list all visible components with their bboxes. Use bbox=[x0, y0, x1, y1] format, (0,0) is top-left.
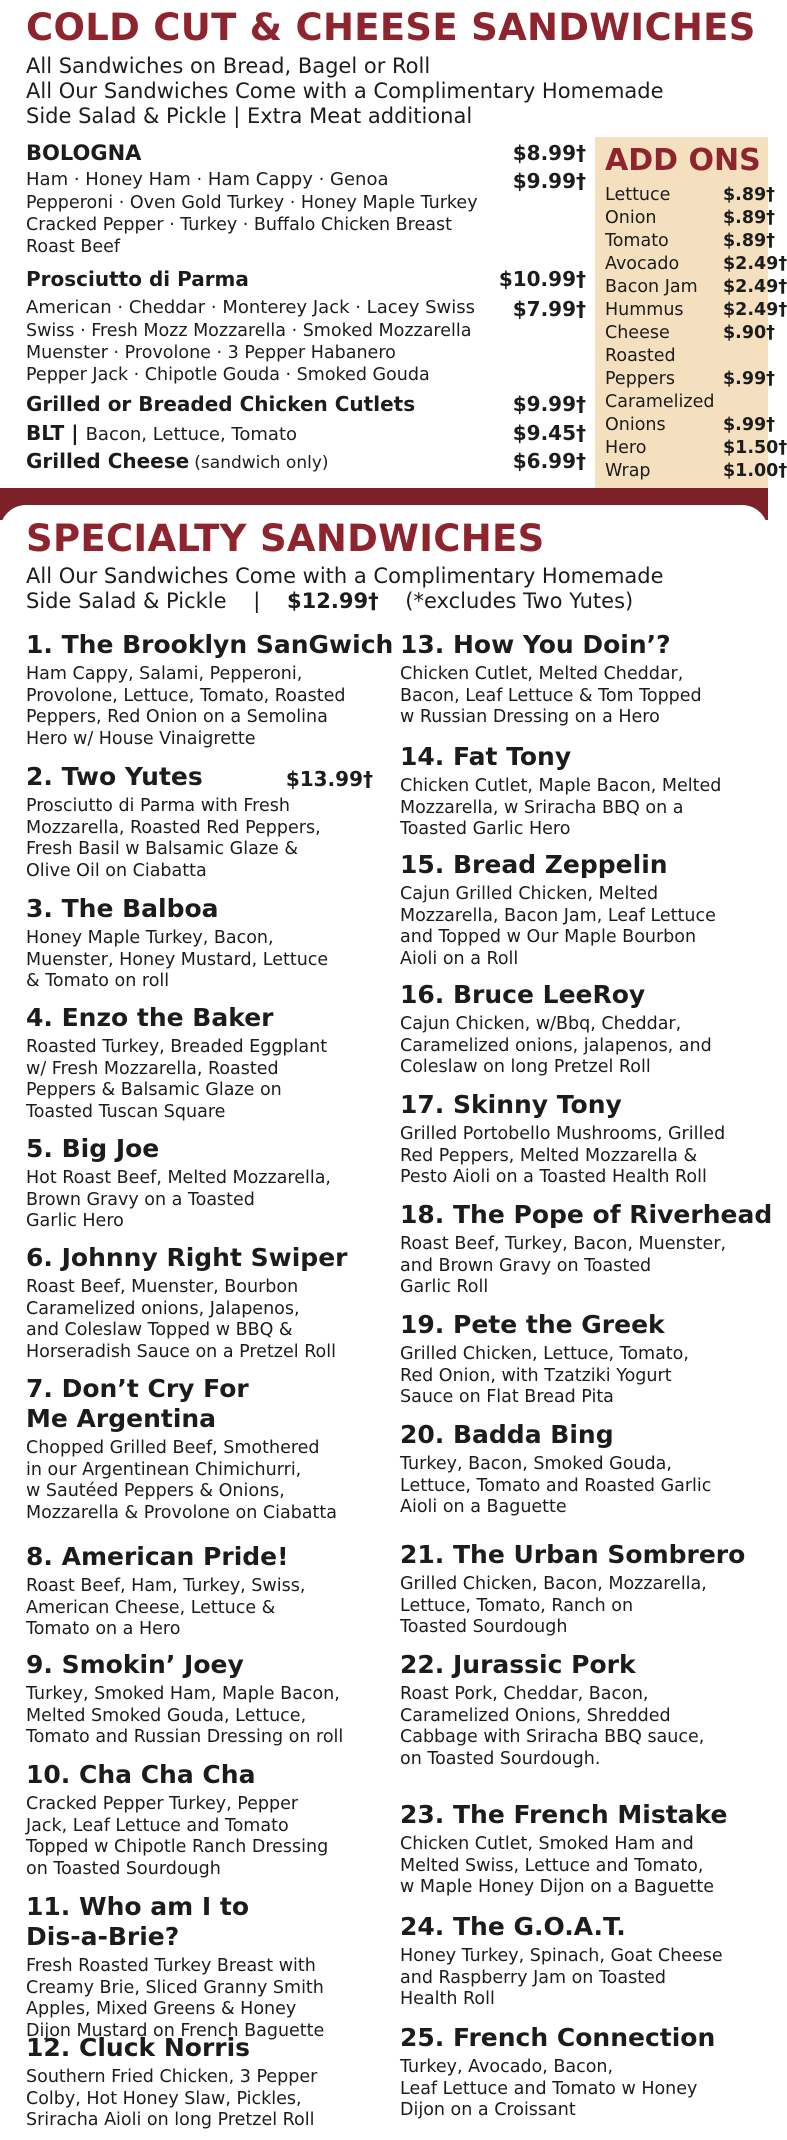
sandwich-name: 15. Bread Zeppelin bbox=[400, 850, 668, 879]
sandwich-item bbox=[26, 1003, 381, 1123]
description-line: Toasted Sourdough bbox=[400, 1617, 568, 1637]
description-line: Prosciutto di Parma with Fresh bbox=[26, 796, 290, 816]
sandwich-name: 19. Pete the Greek bbox=[400, 1310, 665, 1339]
cold-cut-intro bbox=[26, 54, 664, 129]
sandwich-name: 14. Fat Tony bbox=[400, 742, 572, 771]
sandwich-item bbox=[400, 1090, 755, 1189]
sandwich-title bbox=[26, 630, 394, 660]
specialty-section bbox=[0, 505, 773, 2140]
add-ons-title: ADD ONS bbox=[605, 143, 761, 178]
description-line: w Maple Honey Dijon on a Baguette bbox=[400, 1877, 715, 1897]
addon-name: Roasted bbox=[605, 346, 676, 366]
add-ons-panel bbox=[595, 137, 787, 488]
specialty-intro bbox=[26, 564, 664, 614]
sandwich-title-line2: Dis-a-Brie? bbox=[26, 1922, 180, 1951]
description-line: Melted Smoked Gouda, Lettuce, bbox=[26, 1705, 307, 1726]
sandwich-title bbox=[400, 1310, 755, 1340]
item-price: $6.99† bbox=[512, 449, 586, 473]
description-line: Jack, Leaf Lettuce and Tomato bbox=[26, 1815, 289, 1836]
sandwich-name: 6. Johnny Right Swiper bbox=[26, 1243, 348, 1272]
item-name: Grilled Cheese bbox=[26, 449, 190, 473]
sandwich-title bbox=[400, 1420, 755, 1450]
description-line: Cajun Chicken, w/Bbq, Cheddar, bbox=[400, 1014, 682, 1034]
sandwich-name: 4. Enzo the Baker bbox=[26, 1003, 274, 1032]
description-line: Honey Maple Turkey, Bacon, bbox=[26, 928, 274, 948]
item-name: American · Cheddar · Monterey Jack · Lacey Swiss bbox=[26, 297, 475, 318]
addon-name: Lettuce bbox=[605, 185, 671, 205]
sandwich-name: 8. American Pride! bbox=[26, 1542, 289, 1571]
description-line: Turkey, Avocado, Bacon, bbox=[400, 2057, 614, 2077]
sandwich-item bbox=[400, 2023, 755, 2122]
description-line: Melted Swiss, Lettuce and Tomato, bbox=[400, 1855, 704, 1876]
sandwich-description bbox=[26, 796, 381, 882]
sandwich-item bbox=[400, 1200, 773, 1299]
description-line: Roast Pork, Cheddar, Bacon, bbox=[400, 1684, 649, 1704]
description-line: Hot Roast Beef, Melted Mozzarella, bbox=[26, 1168, 331, 1188]
sandwich-item bbox=[26, 1760, 381, 1880]
addon-price: $.89† bbox=[723, 231, 775, 251]
intro-line bbox=[26, 589, 664, 614]
description-line: Muenster, Honey Mustard, Lettuce bbox=[26, 949, 329, 970]
sandwich-item bbox=[26, 1134, 381, 1233]
sandwich-item bbox=[26, 630, 394, 750]
item-price: $9.99† bbox=[512, 392, 586, 416]
description-line: Garlic Roll bbox=[400, 1277, 489, 1297]
description-line: w/ Fresh Mozzarella, Roasted bbox=[26, 1058, 279, 1079]
description-line: Cracked Pepper Turkey, Pepper bbox=[26, 1794, 299, 1814]
sandwich-description bbox=[400, 776, 755, 841]
addon-price: $2.49† bbox=[723, 277, 787, 297]
description-line: Grilled Chicken, Bacon, Mozzarella, bbox=[400, 1574, 707, 1594]
sandwich-title bbox=[400, 630, 755, 660]
item-name: Grilled or Breaded Chicken Cutlets bbox=[26, 392, 416, 416]
description-line: Cabbage with Sriracha BBQ sauce, bbox=[400, 1727, 705, 1747]
sandwich-description bbox=[400, 1234, 755, 1299]
description-line: Aioli on a Roll bbox=[400, 948, 519, 969]
description-line: Mozzarella, Bacon Jam, Leaf Lettuce bbox=[400, 905, 716, 926]
sandwich-description bbox=[400, 1124, 755, 1189]
item-price: $9.99† bbox=[512, 169, 586, 193]
addon-item bbox=[605, 231, 775, 251]
sandwich-name: 9. Smokin’ Joey bbox=[26, 1650, 244, 1679]
sandwich-name: 25. French Connection bbox=[400, 2023, 716, 2052]
description-line: and Coleslaw Topped w BBQ & bbox=[26, 1320, 293, 1340]
sandwich-name: 5. Big Joe bbox=[26, 1134, 160, 1163]
description-line: Coleslaw on long Pretzel Roll bbox=[400, 1057, 651, 1077]
sandwich-description bbox=[26, 1438, 381, 1524]
intro-text: Side Salad & Pickle | bbox=[26, 589, 288, 613]
description-line: Ham Cappy, Salami, Pepperoni, bbox=[26, 664, 303, 684]
description-line: Southern Fried Chicken, 3 Pepper bbox=[26, 2067, 318, 2087]
sandwich-item bbox=[400, 980, 755, 1079]
sandwich-description bbox=[400, 1834, 755, 1899]
item-price: $8.99† bbox=[512, 141, 586, 165]
specialty-title: SPECIALTY SANDWICHES bbox=[26, 517, 545, 560]
sandwich-item bbox=[400, 630, 755, 729]
sandwich-name: 17. Skinny Tony bbox=[400, 1090, 622, 1119]
addon-price: $.89† bbox=[723, 185, 775, 205]
intro-note: (*excludes Two Yutes) bbox=[378, 589, 634, 613]
addon-price: $1.50† bbox=[723, 438, 787, 458]
sandwich-title bbox=[400, 742, 755, 772]
description-line: and Brown Gravy on Toasted bbox=[400, 1255, 652, 1276]
description-line: Fresh Basil w Balsamic Glaze & bbox=[26, 839, 298, 859]
sandwich-description bbox=[26, 1277, 381, 1363]
meat-line: Cracked Pepper · Turkey · Buffalo Chicken Breast bbox=[26, 215, 452, 235]
sandwich-item bbox=[26, 1243, 381, 1363]
separator: | bbox=[64, 421, 86, 445]
description-line: Chopped Grilled Beef, Smothered bbox=[26, 1438, 320, 1458]
sandwich-item bbox=[400, 1310, 755, 1409]
sandwich-name: 11. Who am I to bbox=[26, 1892, 249, 1921]
sandwich-description bbox=[400, 1014, 755, 1079]
addon-name: Hummus bbox=[605, 300, 684, 320]
addon-name: Tomato bbox=[605, 231, 669, 251]
sandwich-title bbox=[400, 980, 755, 1010]
sandwich-name: 2. Two Yutes bbox=[26, 762, 203, 791]
description-line: Mozzarella, w Sriracha BBQ on a bbox=[400, 797, 684, 818]
description-line: Chicken Cutlet, Maple Bacon, Melted bbox=[400, 776, 722, 796]
sandwich-item bbox=[400, 850, 755, 970]
sandwich-item bbox=[400, 1800, 755, 1899]
sandwich-title bbox=[400, 1650, 755, 1680]
sandwich-title bbox=[26, 1374, 381, 1404]
sandwich-title bbox=[400, 1800, 755, 1830]
sandwich-title bbox=[400, 1090, 755, 1120]
description-line: Turkey, Bacon, Smoked Gouda, bbox=[400, 1454, 672, 1474]
description-line: Toasted Tuscan Square bbox=[26, 1101, 226, 1122]
sandwich-item bbox=[26, 1374, 381, 1524]
sandwich-title bbox=[26, 1542, 381, 1572]
sandwich-title bbox=[26, 762, 381, 792]
item-name: Prosciutto di Parma bbox=[26, 267, 249, 291]
description-line: Aioli on a Baguette bbox=[400, 1497, 567, 1517]
sandwich-title bbox=[26, 1892, 381, 1922]
sandwich-description bbox=[400, 1574, 755, 1639]
meat-line: Roast Beef bbox=[26, 237, 121, 257]
addon-item bbox=[605, 185, 775, 205]
description-line: Creamy Brie, Sliced Granny Smith bbox=[26, 1977, 324, 1998]
cheese-line: Swiss · Fresh Mozz Mozzarella · Smoked Mozzarella bbox=[26, 321, 472, 341]
description-line: Sriracha Aioli on long Pretzel Roll bbox=[26, 2110, 315, 2130]
description-line: & Tomato on roll bbox=[26, 971, 170, 991]
sandwich-name: 20. Badda Bing bbox=[400, 1420, 614, 1449]
description-line: Dijon on a Croissant bbox=[400, 2100, 576, 2120]
sandwich-name: 12. Cluck Norris bbox=[26, 2033, 251, 2062]
addon-name: Onion bbox=[605, 208, 657, 228]
description-line: Roasted Turkey, Breaded Eggplant bbox=[26, 1037, 328, 1057]
description-line: Apples, Mixed Greens & Honey bbox=[26, 1999, 297, 2019]
addon-name: Cheese bbox=[605, 323, 670, 343]
addon-item bbox=[605, 346, 765, 366]
sandwich-title bbox=[400, 1540, 755, 1570]
description-line: American Cheese, Lettuce & bbox=[26, 1597, 276, 1618]
addon-item bbox=[605, 208, 775, 228]
addon-item bbox=[605, 277, 787, 297]
menu-row-blt bbox=[26, 421, 586, 445]
description-line: Garlic Hero bbox=[26, 1211, 124, 1231]
sandwich-description bbox=[26, 1168, 381, 1233]
sandwich-name: 13. How You Doin’? bbox=[400, 630, 671, 659]
description-line: Tomato on a Hero bbox=[26, 1619, 181, 1639]
description-line: in our Argentinean Chimichurri, bbox=[26, 1459, 302, 1480]
cheese-line: Pepper Jack · Chipotle Gouda · Smoked Gouda bbox=[26, 365, 430, 385]
sandwich-description bbox=[26, 1037, 381, 1123]
menu-row-ham bbox=[26, 169, 586, 193]
item-name: BLT bbox=[26, 421, 65, 445]
addon-name: Peppers bbox=[605, 369, 675, 389]
description-line: w Russian Dressing on a Hero bbox=[400, 707, 660, 727]
sandwich-item bbox=[400, 1420, 755, 1519]
sandwich-title bbox=[26, 894, 381, 924]
item-name: BOLOGNA bbox=[26, 141, 142, 165]
description-line: Olive Oil on Ciabatta bbox=[26, 860, 207, 881]
description-line: Lettuce, Tomato, Ranch on bbox=[400, 1595, 634, 1616]
sandwich-title bbox=[26, 1760, 381, 1790]
description-line: Brown Gravy on a Toasted bbox=[26, 1189, 255, 1210]
sandwich-description bbox=[400, 1344, 755, 1409]
addon-name: Bacon Jam bbox=[605, 277, 698, 297]
sandwich-item bbox=[26, 1542, 381, 1641]
addon-name: Onions bbox=[605, 415, 666, 435]
description-line: Caramelized onions, jalapenos, and bbox=[400, 1035, 712, 1056]
description-line: Roast Beef, Ham, Turkey, Swiss, bbox=[26, 1576, 306, 1596]
sandwich-name: 10. Cha Cha Cha bbox=[26, 1760, 256, 1789]
addon-item bbox=[605, 300, 787, 320]
addon-price: $2.49† bbox=[723, 254, 787, 274]
sandwich-name: 7. Don’t Cry For bbox=[26, 1374, 249, 1403]
sandwich-name: 23. The French Mistake bbox=[400, 1800, 728, 1829]
item-price: $10.99† bbox=[498, 267, 586, 291]
menu-row-prosciutto bbox=[26, 267, 586, 291]
description-line: Provolone, Lettuce, Tomato, Roasted bbox=[26, 685, 346, 706]
menu-row-american bbox=[26, 297, 586, 321]
description-line: Topped w Chipotle Ranch Dressing bbox=[26, 1837, 329, 1857]
description-line: Chicken Cutlet, Smoked Ham and bbox=[400, 1834, 694, 1854]
addon-name: Avocado bbox=[605, 254, 680, 274]
cheese-list bbox=[26, 320, 471, 386]
description-line: Leaf Lettuce and Tomato w Honey bbox=[400, 2078, 698, 2099]
sandwich-item bbox=[26, 894, 381, 993]
sandwich-title bbox=[26, 2033, 381, 2063]
description-line: Hero w/ House Vinaigrette bbox=[26, 728, 256, 749]
sandwich-title bbox=[400, 2023, 755, 2053]
sandwich-description bbox=[400, 1684, 755, 1770]
sandwich-title-line2: Me Argentina bbox=[26, 1404, 217, 1433]
sandwich-description bbox=[26, 928, 381, 993]
item-price: $9.45† bbox=[512, 421, 586, 445]
sandwich-title bbox=[26, 1243, 381, 1273]
description-line: Dijon Mustard on French Baguette bbox=[26, 2020, 325, 2041]
sandwich-title bbox=[26, 1134, 381, 1164]
sandwich-item bbox=[26, 1892, 381, 2042]
sandwich-description bbox=[400, 884, 755, 970]
sandwich-item bbox=[400, 1650, 755, 1770]
sandwich-item bbox=[400, 1912, 755, 2011]
sandwich-item bbox=[400, 742, 755, 841]
description-line: and Topped w Our Maple Bourbon bbox=[400, 927, 697, 947]
description-line: Caramelized onions, Jalapenos, bbox=[26, 1298, 300, 1319]
description-line: Health Roll bbox=[400, 1989, 495, 2009]
item-detail: (sandwich only) bbox=[194, 453, 329, 473]
description-line: Colby, Hot Honey Slaw, Pickles, bbox=[26, 2088, 302, 2109]
sandwich-item bbox=[400, 1540, 755, 1639]
addon-item bbox=[605, 415, 775, 435]
description-line: Grilled Portobello Mushrooms, Grilled bbox=[400, 1124, 726, 1144]
cheese-line: Muenster · Provolone · 3 Pepper Habanero bbox=[26, 343, 396, 363]
addon-item bbox=[605, 323, 775, 343]
description-line: Horseradish Sauce on a Pretzel Roll bbox=[26, 1341, 336, 1362]
addon-price: $1.00† bbox=[723, 461, 787, 481]
sandwich-title bbox=[400, 1200, 773, 1230]
description-line: Chicken Cutlet, Melted Cheddar, bbox=[400, 664, 684, 684]
item-name: Ham · Honey Ham · Ham Cappy · Genoa bbox=[26, 169, 389, 190]
addon-item bbox=[605, 369, 775, 389]
meat-list bbox=[26, 192, 478, 258]
description-line: Mozzarella, Roasted Red Peppers, bbox=[26, 817, 321, 838]
sandwich-description bbox=[26, 1794, 381, 1880]
sandwich-name: 24. The G.O.A.T. bbox=[400, 1912, 626, 1941]
addon-name: Hero bbox=[605, 438, 647, 458]
menu-row-bologna bbox=[26, 141, 586, 165]
cold-cut-section bbox=[0, 0, 787, 488]
sandwich-title bbox=[26, 1003, 381, 1033]
sandwich-description bbox=[400, 1454, 755, 1519]
description-line: Red Peppers, Melted Mozzarella & bbox=[400, 1145, 698, 1166]
intro-line: All Our Sandwiches Come with a Complimentary Homemade bbox=[26, 79, 664, 103]
description-line: Toasted Garlic Hero bbox=[400, 819, 571, 839]
addon-name: Wrap bbox=[605, 461, 651, 481]
menu-row-cutlets bbox=[26, 392, 586, 416]
sandwich-item bbox=[26, 2033, 381, 2132]
description-line: Tomato and Russian Dressing on roll bbox=[26, 1727, 344, 1747]
sandwich-name: 21. The Urban Sombrero bbox=[400, 1540, 746, 1569]
sandwich-description bbox=[400, 2057, 755, 2122]
addon-price: $.89† bbox=[723, 208, 775, 228]
addon-item bbox=[605, 392, 765, 412]
description-line: on Toasted Sourdough bbox=[26, 1858, 221, 1879]
item-detail: Bacon, Lettuce, Tomato bbox=[85, 424, 298, 445]
description-line: Lettuce, Tomato and Roasted Garlic bbox=[400, 1475, 712, 1496]
intro-line: All Our Sandwiches Come with a Complimentary Homemade bbox=[26, 564, 664, 588]
description-line: w Sautéed Peppers & Onions, bbox=[26, 1481, 285, 1501]
sandwich-name: 3. The Balboa bbox=[26, 894, 219, 923]
description-line: Red Onion, with Tzatziki Yogurt bbox=[400, 1365, 672, 1386]
sandwich-description bbox=[26, 2067, 381, 2132]
addon-price: $.99† bbox=[723, 369, 775, 389]
sandwich-description bbox=[400, 664, 755, 729]
sandwich-name: 22. Jurassic Pork bbox=[400, 1650, 636, 1679]
description-line: Caramelized Onions, Shredded bbox=[400, 1705, 671, 1726]
sandwich-name: 18. The Pope of Riverhead bbox=[400, 1200, 773, 1229]
description-line: Grilled Chicken, Lettuce, Tomato, bbox=[400, 1344, 689, 1364]
sandwich-item bbox=[26, 1650, 381, 1749]
description-line: Peppers, Red Onion on a Semolina bbox=[26, 707, 328, 727]
sandwich-title bbox=[400, 850, 755, 880]
description-line: and Raspberry Jam on Toasted bbox=[400, 1967, 666, 1988]
sandwich-item bbox=[26, 762, 381, 882]
meat-line: Pepperoni · Oven Gold Turkey · Honey Maple Turkey bbox=[26, 193, 478, 213]
description-line: Roast Beef, Turkey, Bacon, Muenster, bbox=[400, 1234, 727, 1254]
sandwich-description bbox=[26, 1956, 381, 2042]
sandwich-name: 16. Bruce LeeRoy bbox=[400, 980, 646, 1009]
description-line: Sauce on Flat Bread Pita bbox=[400, 1387, 614, 1407]
description-line: Mozzarella & Provolone on Ciabatta bbox=[26, 1502, 337, 1523]
sandwich-title bbox=[26, 1650, 381, 1680]
addon-item bbox=[605, 461, 787, 481]
description-line: Turkey, Smoked Ham, Maple Bacon, bbox=[26, 1684, 340, 1704]
sandwich-description bbox=[26, 1576, 381, 1641]
addon-price: $.99† bbox=[723, 415, 775, 435]
intro-price: $12.99† bbox=[287, 589, 379, 613]
addon-item bbox=[605, 254, 787, 274]
sandwich-description bbox=[26, 664, 381, 750]
description-line: on Toasted Sourdough. bbox=[400, 1748, 601, 1769]
description-line: Peppers & Balsamic Glaze on bbox=[26, 1080, 282, 1100]
sandwich-title bbox=[400, 1912, 755, 1942]
item-price: $7.99† bbox=[512, 297, 586, 321]
addon-price: $2.49† bbox=[723, 300, 787, 320]
description-line: Pesto Aioli on a Toasted Health Roll bbox=[400, 1167, 707, 1187]
intro-line: All Sandwiches on Bread, Bagel or Roll bbox=[26, 54, 431, 78]
sandwich-name: 1. The Brooklyn SanGwich bbox=[26, 630, 394, 659]
menu-row-grilled-cheese bbox=[26, 449, 586, 473]
intro-line: Side Salad & Pickle | Extra Meat additional bbox=[26, 104, 473, 128]
sandwich-price: $13.99† bbox=[285, 767, 373, 791]
cold-cut-title: COLD CUT & CHEESE SANDWICHES bbox=[26, 6, 756, 49]
addon-price: $.90† bbox=[723, 323, 775, 343]
sandwich-description bbox=[400, 1946, 755, 2011]
addon-name: Caramelized bbox=[605, 392, 715, 412]
description-line: Roast Beef, Muenster, Bourbon bbox=[26, 1277, 299, 1297]
description-line: Cajun Grilled Chicken, Melted bbox=[400, 884, 659, 904]
description-line: Fresh Roasted Turkey Breast with bbox=[26, 1956, 316, 1976]
addon-item bbox=[605, 438, 787, 458]
description-line: Honey Turkey, Spinach, Goat Cheese bbox=[400, 1946, 723, 1966]
sandwich-description bbox=[26, 1684, 381, 1749]
description-line: Bacon, Leaf Lettuce & Tom Topped bbox=[400, 685, 702, 706]
